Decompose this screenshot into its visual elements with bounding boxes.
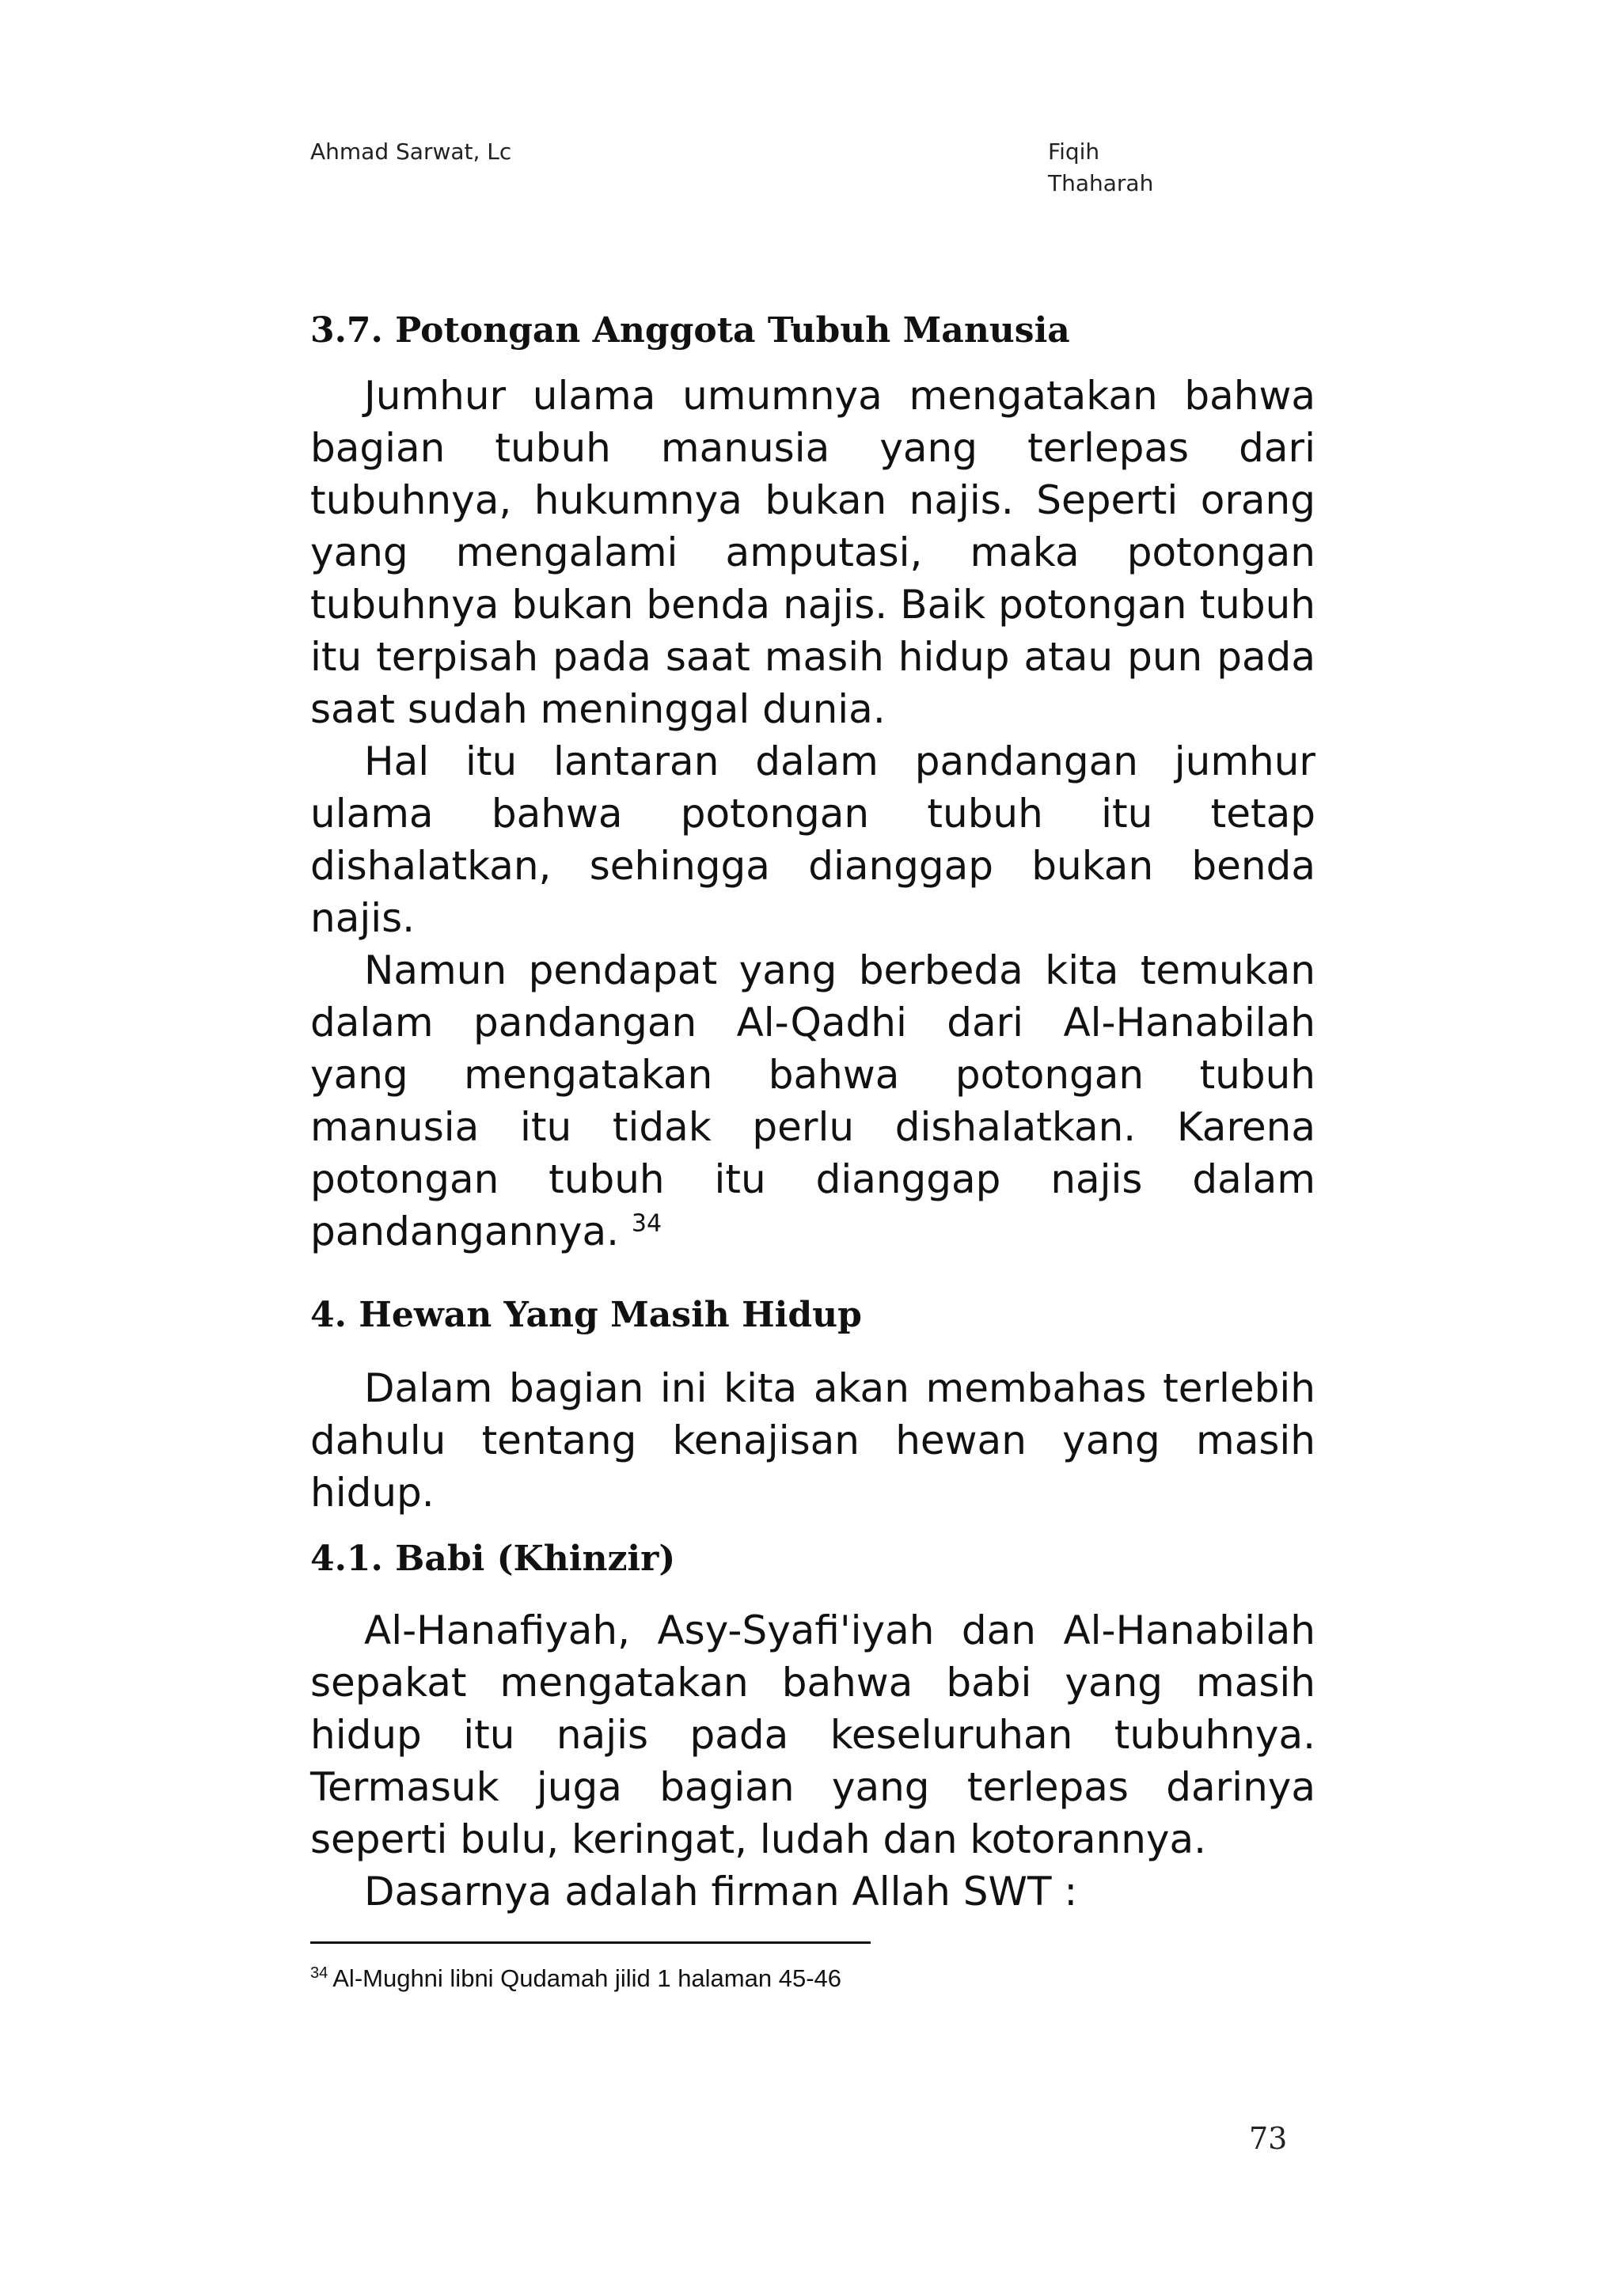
section-heading-3-7: 3.7. Potongan Anggota Tubuh Manusia	[310, 310, 1070, 351]
footnote-divider	[310, 1941, 871, 1944]
paragraph: Dalam bagian ini kita akan membahas terlebih dahulu tentang kenajisan hewan yang masih hidup.	[310, 1365, 1315, 1516]
page-number: 73	[1249, 2121, 1288, 2156]
header-author: Ahmad Sarwat, Lc	[310, 139, 512, 165]
footnote-reference[interactable]: 34	[631, 1209, 662, 1238]
footnote-number: 34	[310, 1964, 328, 1982]
section-heading-4-1: 4.1. Babi (Khinzir)	[310, 1539, 676, 1579]
paragraph-with-footnote	[310, 944, 1315, 1258]
paragraph-text: Namun pendapat yang berbeda kita temukan dalam pandangan Al-Qadhi dari Al-Hanabilah yang mengatakan bahwa potongan tubuh manusia itu tidak perlu dishalatkan. Karena potongan tubuh itu dianggap najis dalam pandangannya.	[310, 947, 1315, 1254]
paragraph: Dasarnya adalah firman Allah SWT :	[364, 1869, 1078, 1915]
paragraph: Jumhur ulama umumnya mengatakan bahwa bagian tubuh manusia yang terlepas dari tubuhnya, hukumnya bukan najis. Seperti orang yang mengalami amputasi, maka potongan tubuhnya bukan benda najis. Baik potongan tubuh itu terpisah pada saat masih hidup atau pun pada saat sudah meninggal dunia.	[310, 373, 1315, 732]
footnote-text: Al-Mughni libni Qudamah jilid 1 halaman 45-46	[332, 1964, 842, 1992]
page-body	[310, 305, 1315, 1918]
paragraph: Al-Hanafiyah, Asy-Syafi'iyah dan Al-Hanabilah sepakat mengatakan bahwa babi yang masih hidup itu najis pada keseluruhan tubuhnya. Termasuk juga bagian yang terlepas darinya seperti bulu, keringat, ludah dan kotorannya.	[310, 1607, 1315, 1862]
footnote	[310, 1961, 841, 1996]
header-book-title: Fiqih Thaharah	[1048, 139, 1154, 196]
section-heading-4: 4. Hewan Yang Masih Hidup	[310, 1295, 862, 1335]
running-header	[310, 136, 1209, 196]
paragraph: Hal itu lantaran dalam pandangan jumhur ulama bahwa potongan tubuh itu tetap dishalatkan, sehingga dianggap bukan benda najis.	[310, 738, 1315, 941]
